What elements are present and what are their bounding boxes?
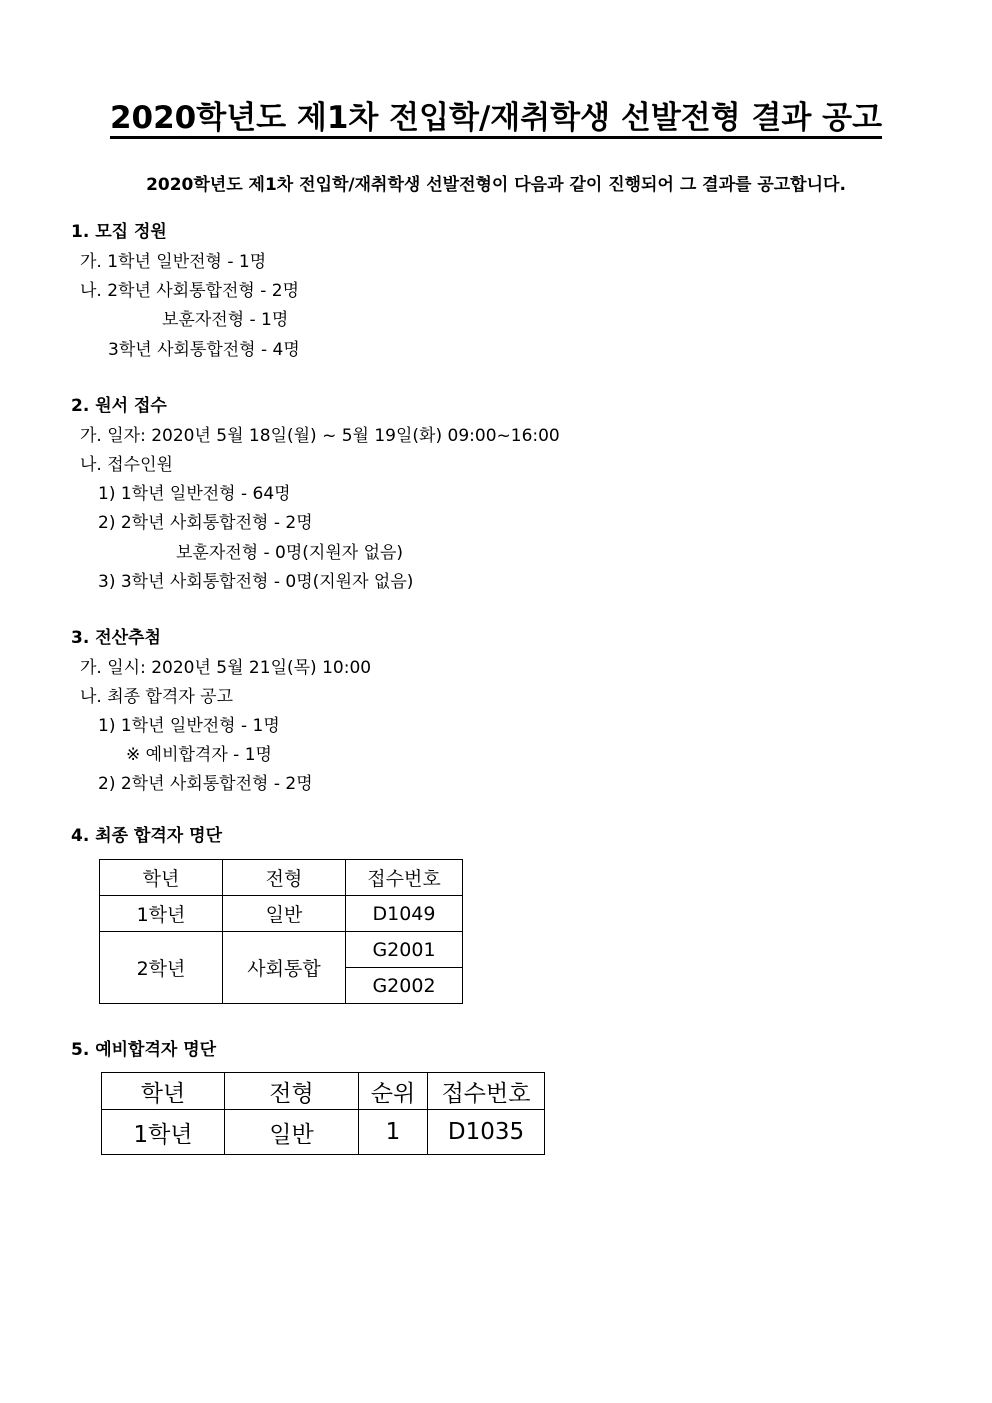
reserve-pass-table <box>101 1072 545 1155</box>
sec1-line-4: 3학년 사회통합전형 - 4명 <box>108 340 300 360</box>
sec2-line-3: 1) 1학년 일반전형 - 64명 <box>98 484 291 504</box>
sec1-line-2: 나. 2학년 사회통합전형 - 2명 <box>80 281 300 301</box>
cell-type: 일반 <box>223 896 346 932</box>
cell-number: D1035 <box>428 1110 545 1155</box>
table-header-row <box>100 860 463 896</box>
table-row <box>100 896 463 932</box>
cell-grade: 2학년 <box>100 932 223 1004</box>
cell-rank: 1 <box>359 1110 428 1155</box>
sec3-line-1: 가. 일시: 2020년 5월 21일(목) 10:00 <box>80 658 372 678</box>
sec2-line-1: 가. 일자: 2020년 5월 18일(월) ~ 5월 19일(화) 09:00~16:00 <box>80 426 560 446</box>
section-3-heading: 3. 전산추첨 <box>71 628 161 648</box>
sec3-line-3: 1) 1학년 일반전형 - 1명 <box>98 716 280 736</box>
section-1-heading: 1. 모집 정원 <box>71 222 167 242</box>
header-number: 접수번호 <box>346 860 463 896</box>
header-grade: 학년 <box>102 1073 225 1110</box>
section-4-heading: 4. 최종 합격자 명단 <box>71 826 222 846</box>
table-row <box>102 1110 545 1155</box>
sec1-line-1: 가. 1학년 일반전형 - 1명 <box>80 252 267 272</box>
sec2-line-5: 보훈자전형 - 0명(지원자 없음) <box>176 543 404 563</box>
final-pass-table <box>99 859 463 1004</box>
page-title <box>0 92 992 137</box>
header-type: 전형 <box>225 1073 359 1110</box>
title-text: 2020학년도 제1차 전입학/재취학생 선발전형 결과 공고 <box>109 100 883 136</box>
cell-number: G2001 <box>346 932 463 968</box>
sec3-line-4: ※ 예비합격자 - 1명 <box>126 745 272 765</box>
cell-type: 사회통합 <box>223 932 346 1004</box>
sec1-line-3: 보훈자전형 - 1명 <box>162 310 289 330</box>
section-5-heading: 5. 예비합격자 명단 <box>71 1040 217 1060</box>
header-rank: 순위 <box>359 1073 428 1110</box>
intro-text: 2020학년도 제1차 전입학/재취학생 선발전형이 다음과 같이 진행되어 그 결과를 공고합니다. <box>146 175 846 195</box>
sec2-line-4: 2) 2학년 사회통합전형 - 2명 <box>98 513 313 533</box>
table-header-row <box>102 1073 545 1110</box>
section-2-heading: 2. 원서 접수 <box>71 396 167 416</box>
sec2-line-6: 3) 3학년 사회통합전형 - 0명(지원자 없음) <box>98 572 414 592</box>
header-grade: 학년 <box>100 860 223 896</box>
cell-number: D1049 <box>346 896 463 932</box>
sec3-line-2: 나. 최종 합격자 공고 <box>80 687 233 707</box>
cell-grade: 1학년 <box>100 896 223 932</box>
table-row <box>100 932 463 968</box>
header-type: 전형 <box>223 860 346 896</box>
cell-grade: 1학년 <box>102 1110 225 1155</box>
header-number: 접수번호 <box>428 1073 545 1110</box>
sec2-line-2: 나. 접수인원 <box>80 455 173 475</box>
cell-type: 일반 <box>225 1110 359 1155</box>
sec3-line-5: 2) 2학년 사회통합전형 - 2명 <box>98 774 313 794</box>
cell-number: G2002 <box>346 968 463 1004</box>
